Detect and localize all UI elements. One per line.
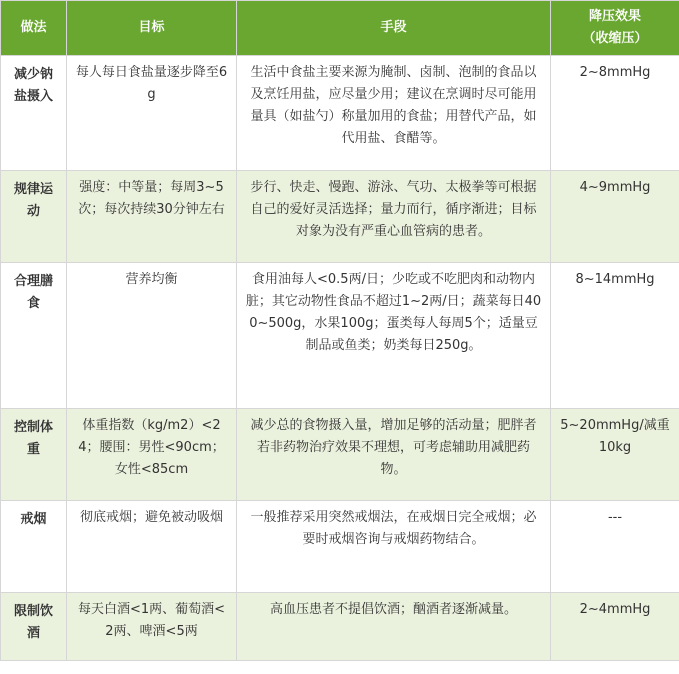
- row-goal: 体重指数（kg/m2）<24；腰围：男性<90cm；女性<85cm: [67, 409, 237, 501]
- header-effect-line1: 降压效果: [588, 9, 641, 24]
- row-effect: 2~8mmHg: [551, 56, 679, 171]
- row-effect: 5~20mmHg/减重10kg: [551, 409, 679, 501]
- row-method: 合理膳食: [1, 263, 67, 409]
- row-goal: 每天白酒<1两、葡萄酒<2两、啤酒<5两: [67, 593, 237, 661]
- header-means: 手段: [237, 1, 551, 56]
- row-method: 戒烟: [1, 501, 67, 593]
- header-effect: [551, 1, 679, 56]
- table-row: [1, 263, 679, 409]
- table-row: [1, 501, 679, 593]
- row-method: 控制体重: [1, 409, 67, 501]
- row-means: 一般推荐采用突然戒烟法，在戒烟日完全戒烟；必要时戒烟咨询与戒烟药物结合。: [237, 501, 551, 593]
- row-goal: 彻底戒烟；避免被动吸烟: [67, 501, 237, 593]
- row-effect: 8~14mmHg: [551, 263, 679, 409]
- row-effect: ---: [551, 501, 679, 593]
- row-means: 生活中食盐主要来源为腌制、卤制、泡制的食品以及烹饪用盐，应尽量少用；建议在烹调时尽可能用量具（如盐勺）称量加用的食盐；用替代产品，如代用盐、食醋等。: [237, 56, 551, 171]
- table-row: [1, 409, 679, 501]
- row-effect: 4~9mmHg: [551, 171, 679, 263]
- row-effect: 2~4mmHg: [551, 593, 679, 661]
- row-method: 规律运动: [1, 171, 67, 263]
- table-row: [1, 56, 679, 171]
- header-goal: 目标: [67, 1, 237, 56]
- table-row: [1, 171, 679, 263]
- table-header-row: [1, 1, 679, 56]
- row-method: 限制饮酒: [1, 593, 67, 661]
- row-goal: 营养均衡: [67, 263, 237, 409]
- row-means: 食用油每人<0.5两/日；少吃或不吃肥肉和动物内脏；其它动物性食品不超过1~2两/日；蔬菜每日400~500g，水果100g；蛋类每人每周5个；适量豆制品或鱼类；奶类每日250g。: [237, 263, 551, 409]
- row-means: 高血压患者不提倡饮酒；酗酒者逐渐减量。: [237, 593, 551, 661]
- row-goal: 强度：中等量；每周3~5次；每次持续30分钟左右: [67, 171, 237, 263]
- row-means: 步行、快走、慢跑、游泳、气功、太极拳等可根据自己的爱好灵活选择；量力而行，循序渐进；目标对象为没有严重心血管病的患者。: [237, 171, 551, 263]
- header-method: 做法: [1, 1, 67, 56]
- table-row: [1, 593, 679, 661]
- header-effect-line2: （收缩压）: [582, 31, 648, 46]
- row-goal: 每人每日食盐量逐步降至6g: [67, 56, 237, 171]
- row-method: 减少钠盐摄入: [1, 56, 67, 171]
- row-means: 减少总的食物摄入量，增加足够的活动量；肥胖者若非药物治疗效果不理想，可考虑辅助用减肥药物。: [237, 409, 551, 501]
